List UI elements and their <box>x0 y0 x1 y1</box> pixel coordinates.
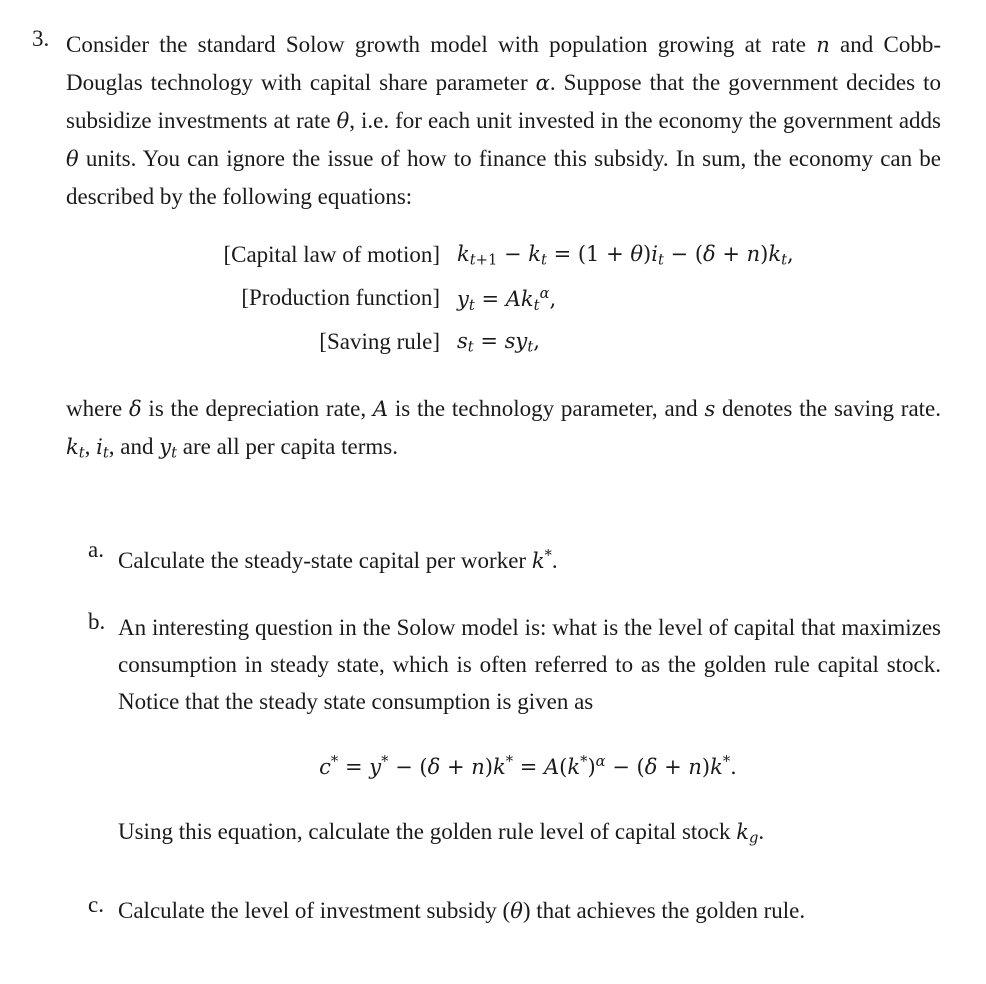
equation-label: [Capital law of motion] <box>223 242 440 267</box>
question-b-followup: Using this equation, calculate the golden rule level of capital stock $k_g$. <box>118 819 765 847</box>
question-b-letter: b. <box>88 609 106 634</box>
problem-intro: Consider the standard Solow growth model with population growing at rate n and Cobb-Douglas technology with capital share parameter α. Suppose that the government decides to subsidize investments at rate θ, i.e. for each unit invested in the economy the government adds θ units. You can ignore the issue of how to finance this subsidy. In sum, the economy can be described by the following equations: <box>66 32 941 209</box>
question-b: An interesting question in the Solow model is: what is the level of capital that maximizes consumption in steady state, which is often referred to as the golden rule capital stock. Notice that the steady state consumption is given as <box>118 615 941 714</box>
problem-number: 3. <box>32 26 50 51</box>
equation-formula: $s_t = sy_t$, <box>457 329 540 356</box>
equation-formula: $y_t = Ak_t^\alpha$, <box>457 285 557 314</box>
question-a: Calculate the steady-state capital per worker k*. <box>118 547 558 574</box>
equation-label: [Production function] <box>241 285 440 310</box>
equation-label: [Saving rule] <box>319 329 440 354</box>
variable-definitions: where δ is the depreciation rate, A is the technology parameter, and s denotes the saving rate. $k_t$, $i_t$, and $y_t$ are all per capita terms. <box>66 396 942 462</box>
consumption-equation: $c^* = y^* - (\delta + n)k^* = A(k^*)^\alpha - (\delta + n)k^*$. <box>319 753 737 780</box>
equation-formula: $k_{t+1} - k_t = (1 + \theta)i_t - (\delta + n)k_t$, <box>457 242 794 269</box>
question-c: Calculate the level of investment subsidy (θ) that achieves the golden rule. <box>118 898 806 923</box>
question-c-letter: c. <box>88 892 104 917</box>
question-a-letter: a. <box>88 537 104 562</box>
